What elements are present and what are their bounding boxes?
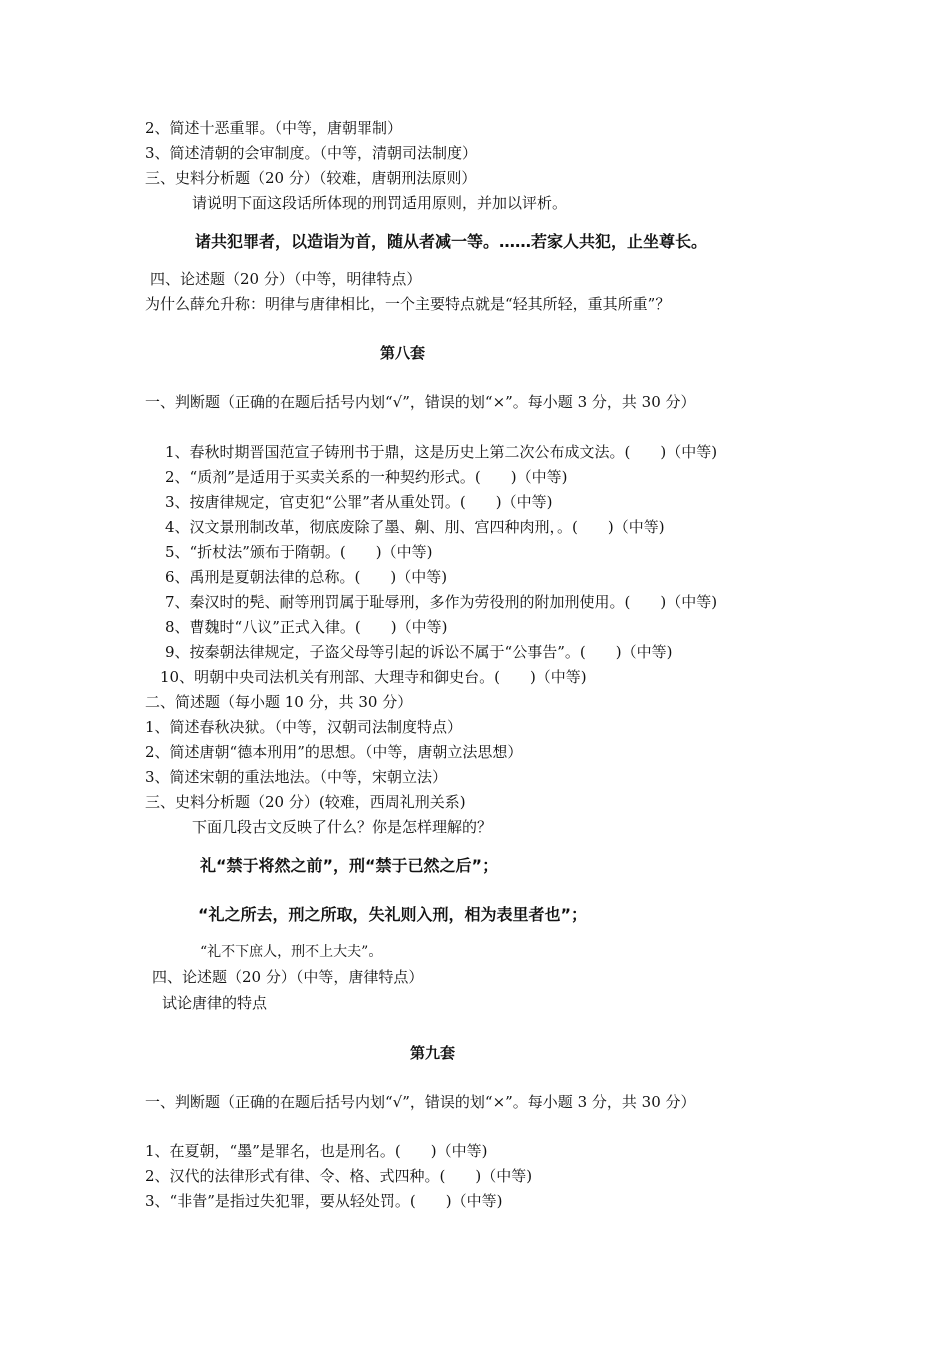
set8-sec2-item: 1、简述春秋决狱。（中等，汉朝司法制度特点） (145, 718, 463, 736)
set8-sec3-quote: 礼“禁于将然之前”，刑“禁于已然之后”； (200, 856, 499, 875)
set8-sec2-heading: 二、简述题（每小题 10 分，共 30 分） (145, 693, 413, 711)
set8-sec3-heading: 三、史料分析题（20 分）(较难，西周礼刑关系) (145, 793, 466, 811)
set8-sec3-prompt: 下面几段古文反映了什么？你是怎样理解的？ (192, 818, 493, 836)
set8-item: 8、曹魏时“八议”正式入律。( )（中等) (165, 618, 448, 636)
set8-sec4-question: 试论唐律的特点 (162, 994, 268, 1012)
set8-sec4-heading: 四、论述题（20 分）（中等，唐律特点） (152, 968, 424, 986)
set8-title: 第八套 (380, 344, 426, 362)
set9-item: 3、“非眚”是指过失犯罪，要从轻处罚。( )（中等) (145, 1192, 503, 1210)
set8-item: 5、“折杖法”颁布于隋朝。( )（中等) (165, 543, 433, 561)
set9-title: 第九套 (410, 1044, 456, 1062)
set8-item: 7、秦汉时的髡、耐等刑罚属于耻辱刑，多作为劳役刑的附加刑使用。( )（中等) (165, 593, 718, 611)
set8-item: 2、“质剂”是适用于买卖关系的一种契约形式。( )（中等) (165, 468, 568, 486)
set7-q2: 2、简述十恶重罪。（中等，唐朝罪制） (145, 119, 403, 137)
set7-sec4-heading: 四、论述题（20 分）（中等，明律特点） (150, 270, 422, 288)
set8-item: 4、汉文景刑制改革，彻底废除了墨、劓、刖、宫四种肉刑，。( )（中等) (165, 518, 665, 536)
set9-item: 2、汉代的法律形式有律、令、格、式四种。( )（中等) (145, 1167, 533, 1185)
set8-item: 9、按秦朝法律规定，子盗父母等引起的诉讼不属于“公事告”。( )（中等) (165, 643, 673, 661)
set7-sec3-prompt: 请说明下面这段话所体现的刑罚适用原则，并加以评析。 (192, 194, 568, 212)
set8-item: 10、明朝中央司法机关有刑部、大理寺和御史台。( )（中等) (160, 668, 587, 686)
set8-sec2-item: 3、简述宋朝的重法地法。（中等，宋朝立法） (145, 768, 448, 786)
set8-sec1-heading: 一、判断题（正确的在题后括号内划“√”，错误的划“×”。每小题 3 分，共 30 分） (145, 393, 696, 411)
set7-sec4-question: 为什么薛允升称：明律与唐律相比，一个主要特点就是“轻其所轻，重其所重”？ (145, 295, 671, 313)
set7-q3: 3、简述清朝的会审制度。（中等，清朝司法制度） (145, 144, 478, 162)
set8-sec2-item: 2、简述唐朝“德本刑用”的思想。（中等，唐朝立法思想） (145, 743, 523, 761)
set8-item: 3、按唐律规定，官吏犯“公罪”者从重处罚。( )（中等) (165, 493, 553, 511)
set9-sec1-heading: 一、判断题（正确的在题后括号内划“√”，错误的划“×”。每小题 3 分，共 30 分） (145, 1093, 696, 1111)
set8-item: 1、春秋时期晋国范宣子铸刑书于鼎，这是历史上第二次公布成文法。( )（中等) (165, 443, 718, 461)
set8-item: 6、禹刑是夏朝法律的总称。( )（中等) (165, 568, 448, 586)
set9-item: 1、在夏朝，“墨”是罪名，也是刑名。( )（中等) (145, 1142, 488, 1160)
set7-sec3-quote: 诸共犯罪者，以造诣为首，随从者减一等。……若家人共犯，止坐尊长。 (195, 232, 708, 251)
set8-sec3-quote: “礼不下庶人，刑不上大夫”。 (200, 944, 383, 960)
set8-sec3-quote: “礼之所去，刑之所取，失礼则入刑，相为表里者也”； (198, 905, 588, 924)
set7-sec3-heading: 三、史料分析题（20 分）（较难，唐朝刑法原则） (145, 169, 477, 187)
